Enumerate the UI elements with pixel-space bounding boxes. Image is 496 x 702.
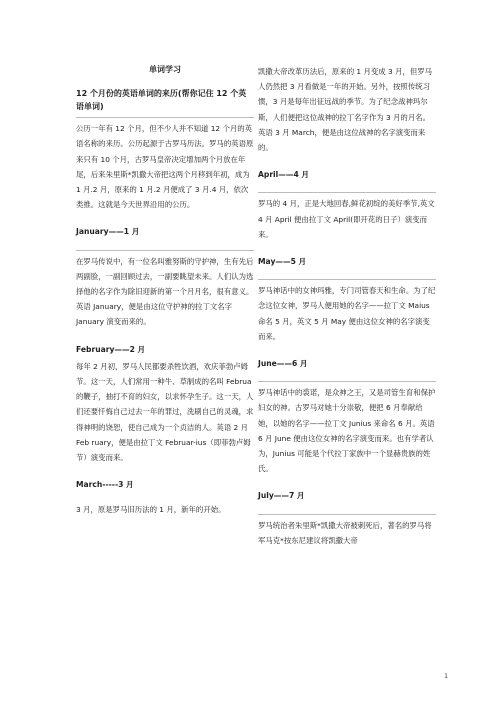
- divider: [258, 279, 436, 280]
- divider: [258, 192, 436, 193]
- document-subtitle: 12 个月份的英语单词的来历(帮你记住 12 个英语单词): [76, 89, 247, 112]
- june-paragraph: 罗马神话中的裘诺，是众神之王，又是司管生育和保护妇女的神。古罗马对她十分崇敬，便把 6 月奉献给她，以她的名字——拉丁文 Junius 来命名 6 月。英语 6 月 June 便由这位女神的名字演变而来。也有学者认为，Junius 可能是个代拉丁家族中一个显赫贵族的姓氏。: [258, 388, 436, 474]
- divider: [258, 381, 436, 382]
- march-paragraph-cont: 凯撒大帝改革历法后，原来的 1 月变成 3 月，但罗马人仍然把 3 月看做是一年的开始。另外，按照传统习惯，3 月是每年出征远战的季节。为了纪念战神玛尔斯，人们便把这位战神的拉丁名字作为 3 月的月名。英语 3 月 March，便是由这位战神的名字演变而来的。: [258, 67, 433, 153]
- may-paragraph: 罗马神话中的女神玛雅，专门司管春天和生命。为了纪念这位女神，罗马人便用她的名字——拉丁文 Maius 命名 5 月，英文 5 月 May 便由这位女神的名字演变而来。: [258, 286, 436, 341]
- divider: [258, 514, 436, 515]
- may-heading: May——5 月: [258, 257, 307, 267]
- february-paragraph: 每年 2 月初，罗马人民都要杀牲饮酒，欢庆菲勃卢姆节。这一天，人们常用一种牛、草制成的名叫 Februa 的鞭子，抽打不育的妇女，以求怀孕生子。这一天，人们还要忏悔自己过去一年的罪过，洗刷自己的灵魂，求得神明的饶恕，使自己成为一个贞洁的人。英语 2 月 Feb ruary，便是由拉丁文 Februar-ius（即菲勃卢姆节）演变而来。: [76, 361, 254, 463]
- page-number: 1: [444, 672, 449, 680]
- july-paragraph: 罗马统治者朱里斯*凯撒大帝被刺死后，著名的罗马将军马克*按东尼建议将凯撒大帝: [258, 520, 432, 545]
- left-column: [76, 62, 254, 518]
- divider: [76, 250, 254, 251]
- document-title: 单词学习: [149, 65, 181, 74]
- intro-paragraph: 公历一年有 12 个月，但不少人并不知道 12 个月的英语名称的来历。公历起源于古罗马历法。罗马的英语原来只有 10 个月，古罗马皇帝决定增加两个月放在年尾，后来朱里斯*凯撒大帝把这两个月移到年初，成为 1 月.2 月，原来的 1 月.2 月便成了 3 月.4 月，依次类推。这就是今天世界沿用的公历。: [76, 124, 254, 210]
- april-heading: April——4 月: [258, 170, 309, 180]
- february-heading: February——2 月: [76, 344, 146, 354]
- right-column: [258, 64, 436, 548]
- april-paragraph: 罗马的 4 月，正是大地回春,鲜花初绽的美好季节,英文 4 月 April 便由拉丁文 April(即开花的日子）演变而来。: [258, 199, 435, 239]
- july-heading: July——7 月: [258, 491, 305, 501]
- january-heading: January——1 月: [76, 227, 140, 237]
- march-paragraph-start: 3 月，原是罗马旧历法的 1 月，新年的开始。: [76, 505, 226, 515]
- march-heading: March-----3 月: [76, 480, 134, 490]
- divider: [76, 117, 254, 118]
- june-heading: June——6 月: [258, 359, 308, 369]
- january-paragraph: 在罗马传说中，有一位名叫雅努斯的守护神，生有先后两副脸，一副回顾过去，一副要眺望未来。人们认为选择他的名字作为除旧迎新的第一个月月名，很有意义。英语 January，便是由这位守护神的拉丁文名字 January 演变而来的。: [76, 256, 254, 327]
